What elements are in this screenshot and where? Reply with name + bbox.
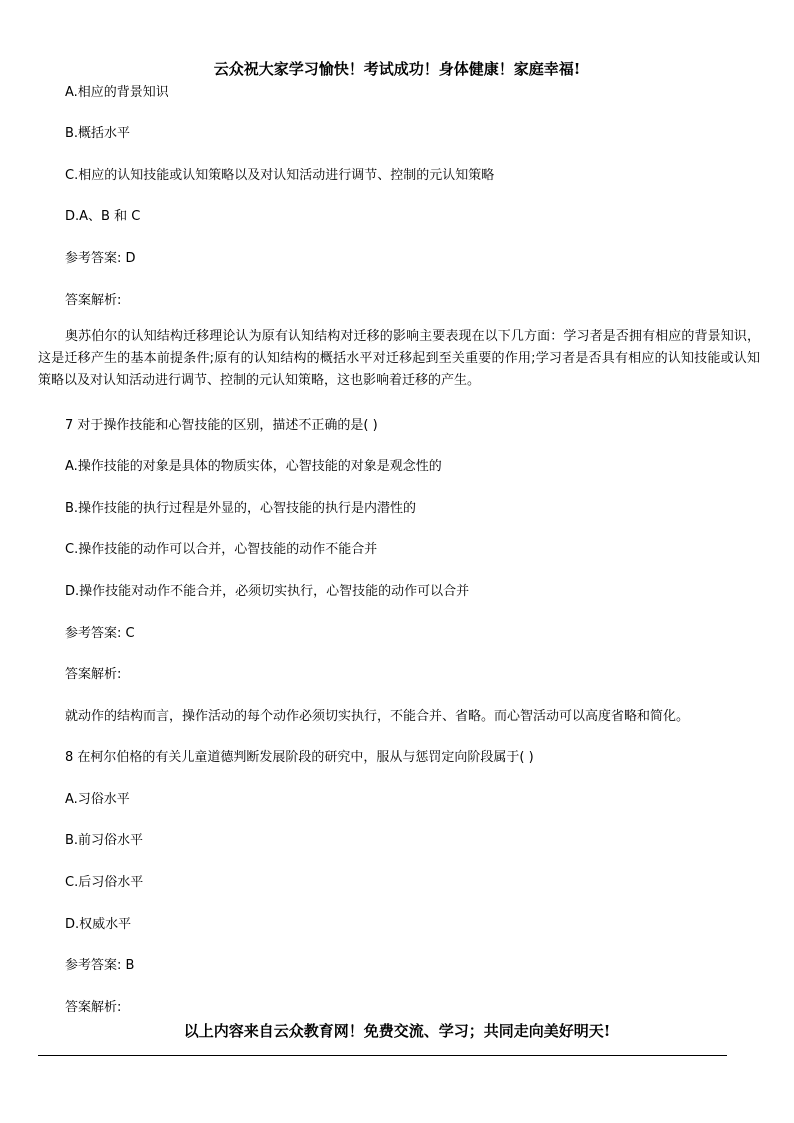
- q7-question: 7 对于操作技能和心智技能的区别，描述不正确的是( ): [65, 418, 378, 433]
- q6-option-d: D.A、B 和 C: [65, 209, 141, 224]
- q7-option-a: A.操作技能的对象是具体的物质实体，心智技能的对象是观念性的: [65, 459, 442, 474]
- q7-option-c: C.操作技能的动作可以合并，心智技能的动作不能合并: [65, 542, 378, 557]
- q6-option-b: B.概括水平: [65, 126, 131, 141]
- q8-option-b: B.前习俗水平: [65, 833, 144, 848]
- page-footer: 以上内容来自云众教育网！免费交流、学习；共同走向美好明天!: [183, 1022, 611, 1040]
- q7-analysis-text: 就动作的结构而言，操作活动的每个动作必须切实执行，不能合并、省略。而心智活动可以高度省略和简化。: [65, 709, 690, 724]
- q6-analysis-label: 答案解析:: [65, 293, 122, 308]
- q8-option-c: C.后习俗水平: [65, 875, 144, 890]
- footer-divider: [38, 1055, 727, 1056]
- q8-answer: 参考答案: B: [65, 958, 135, 973]
- q8-question: 8 在柯尔伯格的有关儿童道德判断发展阶段的研究中，服从与惩罚定向阶段属于( ): [65, 750, 534, 765]
- q8-analysis-label: 答案解析:: [65, 1000, 122, 1015]
- q7-option-d: D.操作技能对动作不能合并，必须切实执行，心智技能的动作可以合并: [65, 584, 470, 599]
- q7-option-b: B.操作技能的执行过程是外显的，心智技能的执行是内潜性的: [65, 501, 417, 516]
- q6-answer: 参考答案: D: [65, 251, 136, 266]
- q8-option-a: A.习俗水平: [65, 792, 130, 807]
- q6-option-c: C.相应的认知技能或认知策略以及对认知活动进行调节、控制的元认知策略: [65, 168, 495, 183]
- q7-analysis-label: 答案解析:: [65, 667, 122, 682]
- page-header: 云众祝大家学习愉快！考试成功！身体健康！家庭幸福!: [213, 60, 581, 78]
- q7-answer: 参考答案: C: [65, 626, 135, 641]
- q6-analysis-text: 奥苏伯尔的认知结构迁移理论认为原有认知结构对迁移的影响主要表现在以下几方面：学习者是否拥有相应的背景知识，这是迁移产生的基本前提条件;原有的认知结构的概括水平对迁移起到至关重要的作用;学习者是否具有相应的认知技能或认知策略以及对认知活动进行调节、控制的元认知策略，这也影响着迁移的产生。: [38, 329, 760, 388]
- q6-option-a: A.相应的背景知识: [65, 85, 169, 100]
- q8-option-d: D.权威水平: [65, 917, 132, 932]
